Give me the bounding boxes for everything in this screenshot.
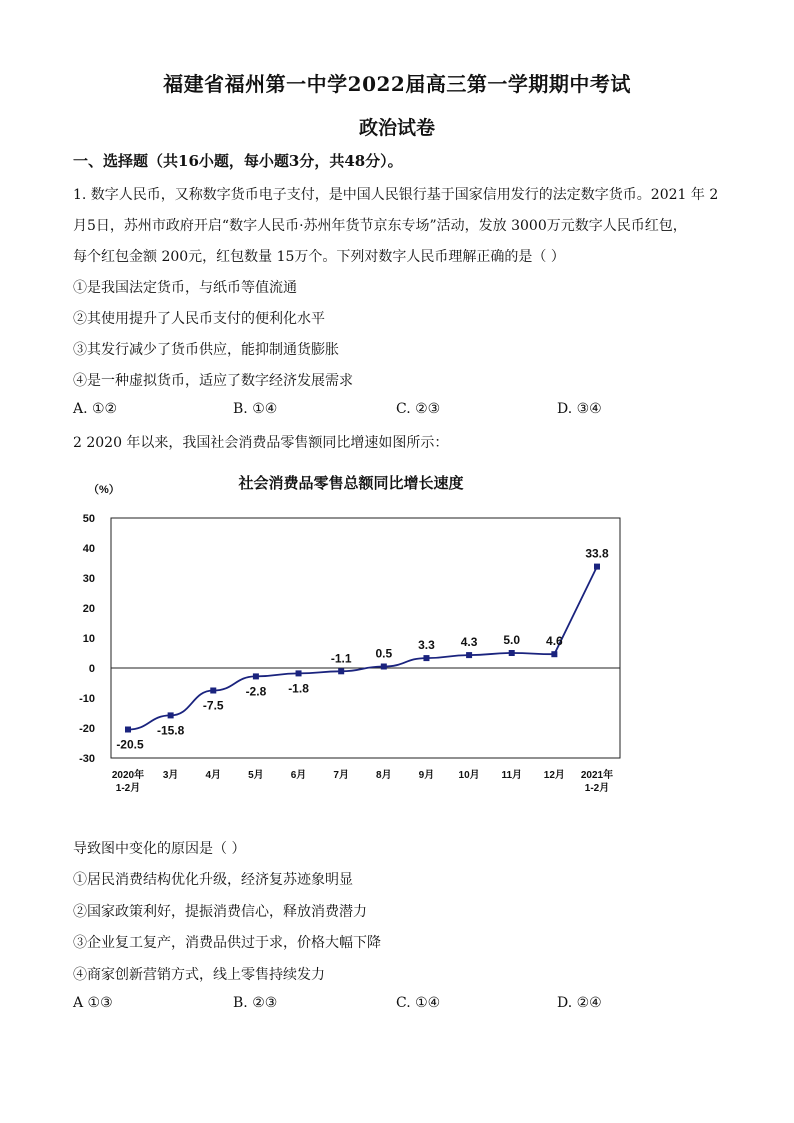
x-category-label: 2020年 xyxy=(111,770,145,781)
q1-option-b[interactable]: B. ①④ xyxy=(233,401,278,417)
data-label: -2.8 xyxy=(245,684,267,699)
x-category-label: 9月 xyxy=(418,770,435,781)
x-category-label: 2021年 xyxy=(580,770,614,781)
y-tick-label: 0 xyxy=(88,663,95,675)
x-category-label: 10月 xyxy=(458,770,480,781)
y-tick-label: 50 xyxy=(82,513,95,525)
y-tick-label: 30 xyxy=(82,573,95,585)
chart-y-unit-label: （%） xyxy=(88,484,120,496)
data-label: -7.5 xyxy=(202,698,224,713)
x-category-label: 12月 xyxy=(543,770,565,781)
section-heading: 一、选择题（共16小题，每小题3分，共48分）。 xyxy=(73,152,403,170)
q2-statement-2: ②国家政策利好，提振消费信心，释放消费潜力 xyxy=(73,904,367,920)
q1-option-d[interactable]: D. ③④ xyxy=(557,401,602,417)
exam-subtitle: 政治试卷 xyxy=(358,117,435,139)
q1-stem-line-3: 每个红包金额 200元，红包数量 15万个。下列对数字人民币理解正确的是（ ） xyxy=(73,249,565,265)
data-label: 33.8 xyxy=(585,546,609,561)
data-point xyxy=(296,670,302,676)
chart-x-categories xyxy=(112,768,613,794)
data-point xyxy=(210,688,216,694)
chart-title: 社会消费品零售总额同比增长速度 xyxy=(238,475,464,492)
data-point xyxy=(594,564,600,570)
chart-axes xyxy=(111,518,620,758)
q2-stem: 2 2020 年以来，我国社会消费品零售额同比增速如图所示： xyxy=(73,435,449,451)
data-point xyxy=(338,668,344,674)
x-category-label: 5月 xyxy=(248,770,264,781)
y-tick-label: -20 xyxy=(79,723,95,735)
q2-option-d[interactable]: D. ②④ xyxy=(557,995,602,1011)
data-label: 5.0 xyxy=(503,633,521,647)
retail-growth-chart xyxy=(70,462,630,802)
x-category-label: 8月 xyxy=(376,770,392,781)
exam-title: 福建省福州第一中学2022届高三第一学期期中考试 xyxy=(163,72,631,96)
y-tick-label: 10 xyxy=(82,633,95,645)
q1-statement-3: ③其发行减少了货币供应，能抑制通货膨胀 xyxy=(73,342,339,358)
data-label: 4.6 xyxy=(546,634,563,649)
q1-stem-line-2: 月5日，苏州市政府开启“数字人民币·苏州年货节京东专场”活动，发放 3000万元数字人民币红包， xyxy=(73,218,687,234)
chart-data-labels xyxy=(116,547,609,752)
data-point xyxy=(253,673,259,679)
q2-option-a[interactable]: A ①③ xyxy=(73,995,113,1011)
data-label: -15.8 xyxy=(156,723,185,738)
x-category-label: 3月 xyxy=(162,770,179,781)
q1-statement-4: ④是一种虚拟货币，适应了数字经济发展需求 xyxy=(73,373,353,389)
data-point xyxy=(466,652,472,658)
data-label: -20.5 xyxy=(116,737,144,752)
data-point xyxy=(509,650,515,656)
x-category-label: 7月 xyxy=(333,770,349,781)
x-category-label: 6月 xyxy=(290,770,307,781)
series-line xyxy=(128,567,597,730)
q1-statement-2: ②其使用提升了人民币支付的便利化水平 xyxy=(73,311,325,327)
q1-option-a[interactable]: A. ①② xyxy=(73,401,118,417)
data-point xyxy=(551,651,557,657)
data-point xyxy=(125,727,131,733)
q2-statement-3: ③企业复工复产，消费品供过于求，价格大幅下降 xyxy=(73,935,381,951)
chart-y-ticks xyxy=(79,513,95,765)
data-point xyxy=(381,664,387,670)
q1-statement-1: ①是我国法定货币，与纸币等值流通 xyxy=(73,280,297,296)
x-category-label: 1-2月 xyxy=(584,783,610,794)
q2-statement-4: ④商家创新营销方式，线上零售持续发力 xyxy=(73,967,325,983)
data-label: 3.3 xyxy=(418,638,435,653)
x-category-label: 4月 xyxy=(205,770,222,781)
q1-option-c[interactable]: C. ②③ xyxy=(396,401,441,417)
data-point xyxy=(168,712,174,718)
y-tick-label: -30 xyxy=(79,753,95,765)
q2-statement-1: ①居民消费结构优化升级，经济复苏迹象明显 xyxy=(73,872,353,888)
data-label: -1.8 xyxy=(288,681,309,696)
q2-option-b[interactable]: B. ②③ xyxy=(233,995,278,1011)
chart-series xyxy=(125,564,600,733)
data-label: 4.3 xyxy=(460,635,478,650)
q2-option-c[interactable]: C. ①④ xyxy=(396,995,441,1011)
q1-stem-line-1: 1. 数字人民币，又称数字货币电子支付，是中国人民银行基于国家信用发行的法定数字货币。2021 年 2 xyxy=(73,187,719,203)
x-category-label: 1-2月 xyxy=(115,783,141,794)
data-label: 0.5 xyxy=(375,646,393,661)
y-tick-label: 20 xyxy=(82,603,95,615)
y-tick-label: -10 xyxy=(79,693,95,705)
y-tick-label: 40 xyxy=(82,543,95,555)
plot-frame xyxy=(111,518,620,758)
data-label: -1.1 xyxy=(330,651,352,666)
data-point xyxy=(423,655,429,661)
q2-followup: 导致图中变化的原因是（ ） xyxy=(73,841,246,857)
x-category-label: 11月 xyxy=(501,770,523,781)
